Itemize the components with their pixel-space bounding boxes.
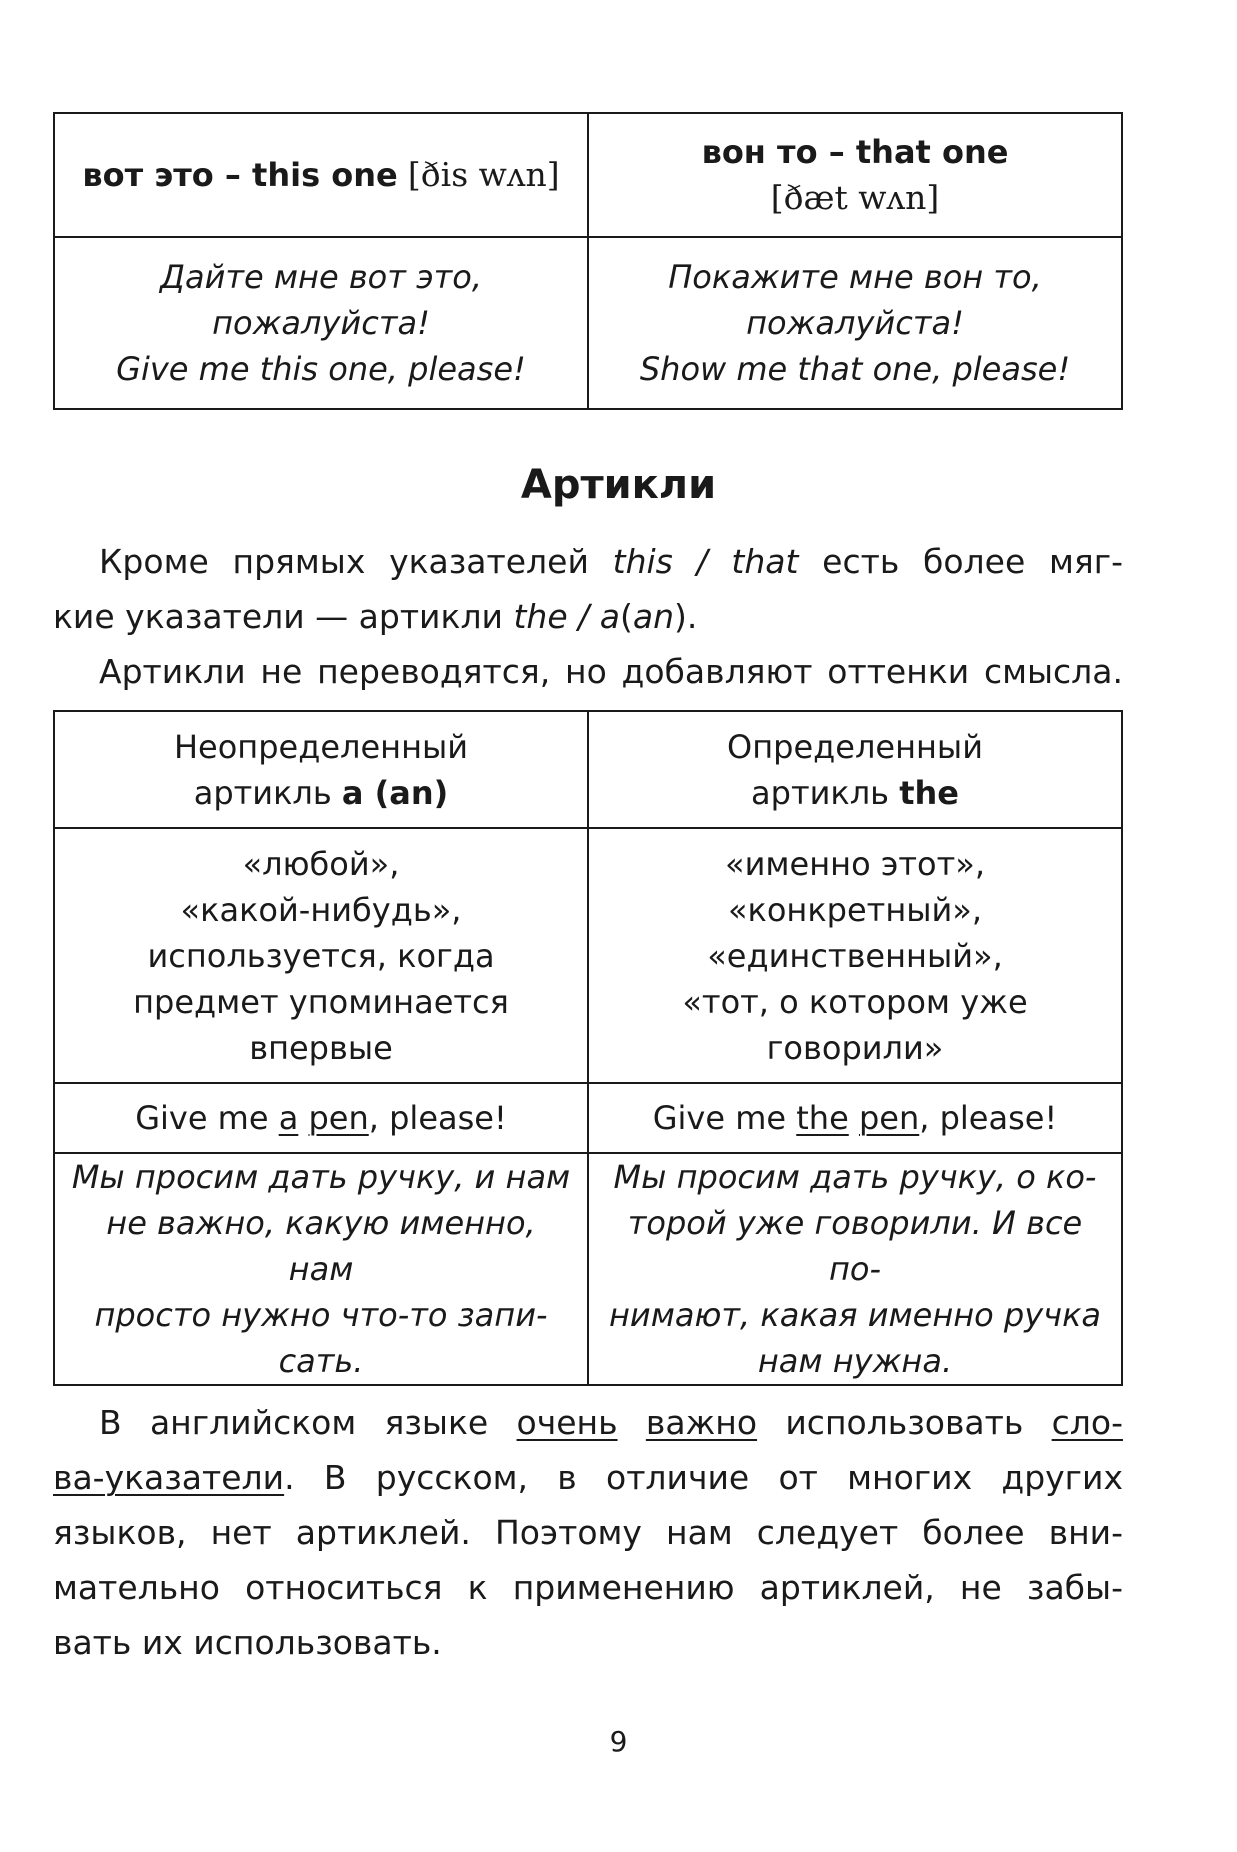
that-one-phrase: вон то – that one bbox=[701, 133, 1009, 171]
text-run: В английском языке bbox=[99, 1403, 517, 1442]
this-one-example-line: Give me this one, please! bbox=[116, 350, 526, 388]
text-run: , please! bbox=[919, 1099, 1058, 1137]
conclusion-line-3: языков, нет артиклей. Поэтому нам следует более вни- bbox=[53, 1513, 1123, 1552]
intro-line-2 bbox=[53, 589, 1123, 644]
indefinite-explanation-cell bbox=[54, 1153, 588, 1385]
intro-line-3: Артикли не переводятся, но добавляют оттенки смысла. bbox=[99, 652, 1123, 691]
meaning-line: используется, когда bbox=[147, 936, 495, 975]
text-run: использовать bbox=[757, 1403, 1052, 1442]
conclusion-line-4: мательно относиться к применению артиклей, не забы- bbox=[53, 1568, 1123, 1607]
indefinite-header-cell bbox=[54, 711, 588, 828]
conclusion-line-1 bbox=[53, 1395, 1123, 1450]
this-one-example-line: Дайте мне вот это, bbox=[159, 258, 483, 296]
text-run: артикль bbox=[193, 773, 342, 812]
explanation-line: нимают, какая именно ручка bbox=[609, 1296, 1101, 1334]
page-number: 9 bbox=[609, 1725, 628, 1758]
text-run: / bbox=[567, 597, 600, 636]
indefinite-header-line bbox=[71, 770, 571, 816]
that-one-example-line: Покажите мне вон то, bbox=[668, 258, 1042, 296]
text-run: that bbox=[731, 542, 799, 581]
meaning-line: «тот, о котором уже bbox=[682, 982, 1028, 1021]
this-one-example-line: пожалуйста! bbox=[212, 304, 430, 342]
articles-meaning-row bbox=[54, 828, 1122, 1083]
intro-paragraph bbox=[53, 534, 1123, 699]
text-run: ). bbox=[674, 597, 698, 636]
underlined-word: очень bbox=[516, 1403, 618, 1442]
explanation-line: просто нужно что-то запи- bbox=[94, 1296, 548, 1334]
indefinite-header-line: Неопределенный bbox=[173, 727, 469, 766]
meaning-line: «конкретный», bbox=[727, 890, 983, 929]
underlined-noun: pen bbox=[858, 1099, 920, 1137]
articles-explanation-row bbox=[54, 1153, 1122, 1385]
text-run: a bbox=[599, 597, 620, 636]
text-run: артикль bbox=[751, 773, 900, 812]
text-run: this bbox=[612, 542, 673, 581]
text-run: . В русском, в отличие от многих других bbox=[284, 1458, 1123, 1497]
underlined-article: the bbox=[796, 1099, 849, 1137]
explanation-line: Мы просим дать ручку, и нам bbox=[71, 1158, 571, 1196]
conclusion-paragraph bbox=[53, 1395, 1123, 1670]
meaning-line: предмет упоминается bbox=[133, 982, 509, 1021]
indefinite-example-cell bbox=[54, 1083, 588, 1153]
meaning-line: говорили» bbox=[766, 1028, 944, 1067]
text-run: / bbox=[672, 542, 732, 581]
articles-table bbox=[53, 710, 1123, 1386]
that-one-transcription: [ðæt wʌn] bbox=[770, 178, 940, 217]
text-run bbox=[298, 1099, 308, 1137]
conclusion-line-5: вать их использовать. bbox=[53, 1623, 442, 1662]
section-title: Артикли bbox=[520, 462, 717, 508]
meaning-line: впервые bbox=[249, 1028, 393, 1067]
text-run: есть более мяг- bbox=[798, 542, 1123, 581]
meaning-line: «единственный», bbox=[707, 936, 1003, 975]
text-run: кие указатели — артикли bbox=[53, 597, 514, 636]
meaning-line: «именно этот», bbox=[725, 844, 985, 883]
conclusion-line-2 bbox=[53, 1450, 1123, 1505]
demonstratives-example-row bbox=[54, 237, 1122, 409]
that-one-example-cell bbox=[588, 237, 1122, 409]
text-run: Give me bbox=[652, 1099, 797, 1137]
this-one-transcription: [ðis wʌn] bbox=[407, 155, 560, 194]
explanation-line: торой уже говорили. И все по- bbox=[627, 1204, 1083, 1288]
indefinite-article: a (an) bbox=[341, 773, 449, 812]
explanation-line: сать. bbox=[278, 1342, 364, 1380]
underlined-noun: pen bbox=[308, 1099, 369, 1137]
text-run: the bbox=[513, 597, 568, 636]
articles-header-row bbox=[54, 711, 1122, 828]
articles-example-row bbox=[54, 1083, 1122, 1153]
demonstratives-header-row bbox=[54, 113, 1122, 237]
text-run: Кроме прямых указателей bbox=[99, 542, 613, 581]
explanation-line: не важно, какую именно, нам bbox=[106, 1204, 536, 1288]
text-run: , please! bbox=[368, 1099, 507, 1137]
meaning-line: «любой», bbox=[242, 844, 400, 883]
definite-header-line bbox=[605, 770, 1105, 816]
that-one-example-line: Show me that one, please! bbox=[639, 350, 1071, 388]
this-one-example-cell bbox=[54, 237, 588, 409]
underlined-word: сло- bbox=[1051, 1403, 1123, 1442]
definite-example-cell bbox=[588, 1083, 1122, 1153]
definite-header-cell bbox=[588, 711, 1122, 828]
underlined-article: a bbox=[278, 1099, 299, 1137]
this-one-phrase: вот это – this one bbox=[82, 156, 398, 194]
text-run: an bbox=[632, 597, 675, 636]
text-run: Give me bbox=[135, 1099, 279, 1137]
underlined-word: ва-указатели bbox=[53, 1458, 285, 1497]
that-one-example-line: пожалуйста! bbox=[746, 304, 964, 342]
definite-header-line: Определенный bbox=[727, 727, 983, 766]
indefinite-meaning-cell bbox=[54, 828, 588, 1083]
explanation-line: Мы просим дать ручку, о ко- bbox=[613, 1158, 1097, 1196]
meaning-line: «какой-нибудь», bbox=[180, 890, 462, 929]
definite-explanation-cell bbox=[588, 1153, 1122, 1385]
explanation-line: нам нужна. bbox=[757, 1342, 953, 1380]
definite-meaning-cell bbox=[588, 828, 1122, 1083]
underlined-word: важно bbox=[645, 1403, 758, 1442]
this-one-header-cell bbox=[54, 113, 588, 237]
definite-article: the bbox=[899, 773, 959, 812]
text-run bbox=[849, 1099, 859, 1137]
text-run: ( bbox=[620, 597, 633, 636]
text-run bbox=[618, 1403, 646, 1442]
that-one-header-cell bbox=[588, 113, 1122, 237]
demonstratives-table bbox=[53, 112, 1123, 410]
intro-line-1 bbox=[53, 534, 1123, 589]
